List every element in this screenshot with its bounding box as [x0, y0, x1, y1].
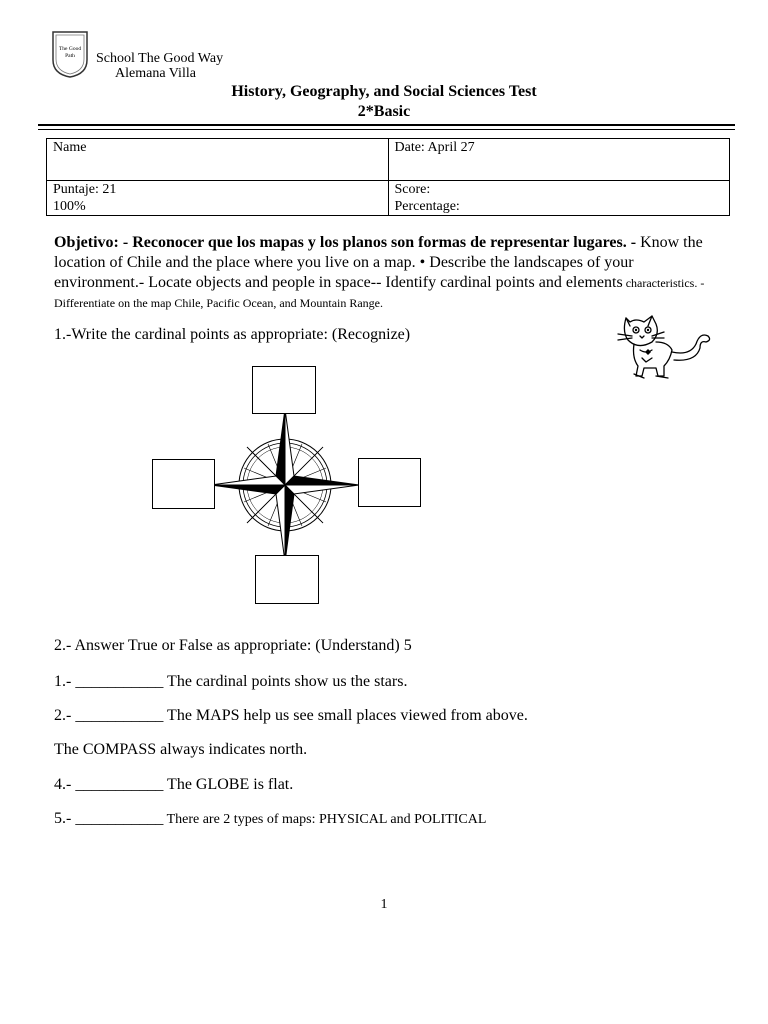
compass-rose-icon [210, 408, 360, 563]
east-answer-box[interactable] [358, 458, 421, 507]
question-2-heading: 2.- Answer True or False as appropriate: (Understand) 5 [54, 637, 412, 654]
question-2-item-3: The COMPASS always indicates north. [54, 741, 308, 758]
puntaje-cell [47, 181, 389, 216]
header-rule-thick [38, 124, 735, 126]
school-crest-logo [51, 30, 89, 78]
question-2-item-4: 4.- ___________ The GLOBE is flat. [54, 776, 294, 793]
percentage-label: Percentage: [394, 199, 460, 214]
score-cell[interactable] [388, 181, 730, 216]
objective-paragraph [54, 233, 722, 313]
header-rule-thin [38, 129, 735, 130]
objective-small-text: characteristics. - Differentiate on the map Chile, Pacific Ocean, and Mountain Range. [54, 276, 705, 310]
test-title: History, Geography, and Social Sciences Test [231, 83, 537, 100]
question-1-heading: 1.-Write the cardinal points as appropriate: (Recognize) [54, 326, 411, 343]
objective-text: Know the location of Chile and the place where you live on a map. • Describe the landscapes of your environment.- Locate objects and people in space-- Identify cardinal points and elements [54, 234, 703, 291]
school-place: Alemana Villa [115, 66, 196, 81]
puntaje-label: Puntaje: 21 [53, 182, 117, 197]
date-label: Date: April 27 [394, 140, 475, 155]
svg-text:Path: Path [65, 53, 75, 59]
date-cell [388, 139, 730, 181]
question-2-item-1: 1.- ___________ The cardinal points show us the stars. [54, 673, 408, 690]
svg-text:The Good: The Good [58, 46, 82, 52]
score-label: Score: [394, 182, 431, 197]
name-cell[interactable] [47, 139, 389, 181]
objective-bold: Objetivo: - Reconocer que los mapas y los planos son formas de representar lugares. - [54, 234, 637, 251]
page-number: 1 [380, 897, 388, 912]
name-label: Name [53, 140, 87, 155]
percent-value: 100% [53, 199, 86, 214]
question-2-item-5 [54, 809, 486, 830]
student-info-table [46, 138, 730, 216]
question-2-item-5-prefix: 5.- ___________ [54, 810, 164, 827]
test-grade: 2*Basic [357, 103, 411, 120]
west-answer-box[interactable] [152, 459, 215, 509]
south-answer-box[interactable] [255, 555, 319, 604]
question-2-item-2: 2.- ___________ The MAPS help us see small places viewed from above. [54, 707, 528, 724]
school-name: School The Good Way [96, 51, 224, 66]
question-2-item-5-text: There are 2 types of maps: PHYSICAL and POLITICAL [163, 812, 487, 827]
cat-drawing [612, 310, 716, 382]
north-answer-box[interactable] [252, 366, 316, 414]
